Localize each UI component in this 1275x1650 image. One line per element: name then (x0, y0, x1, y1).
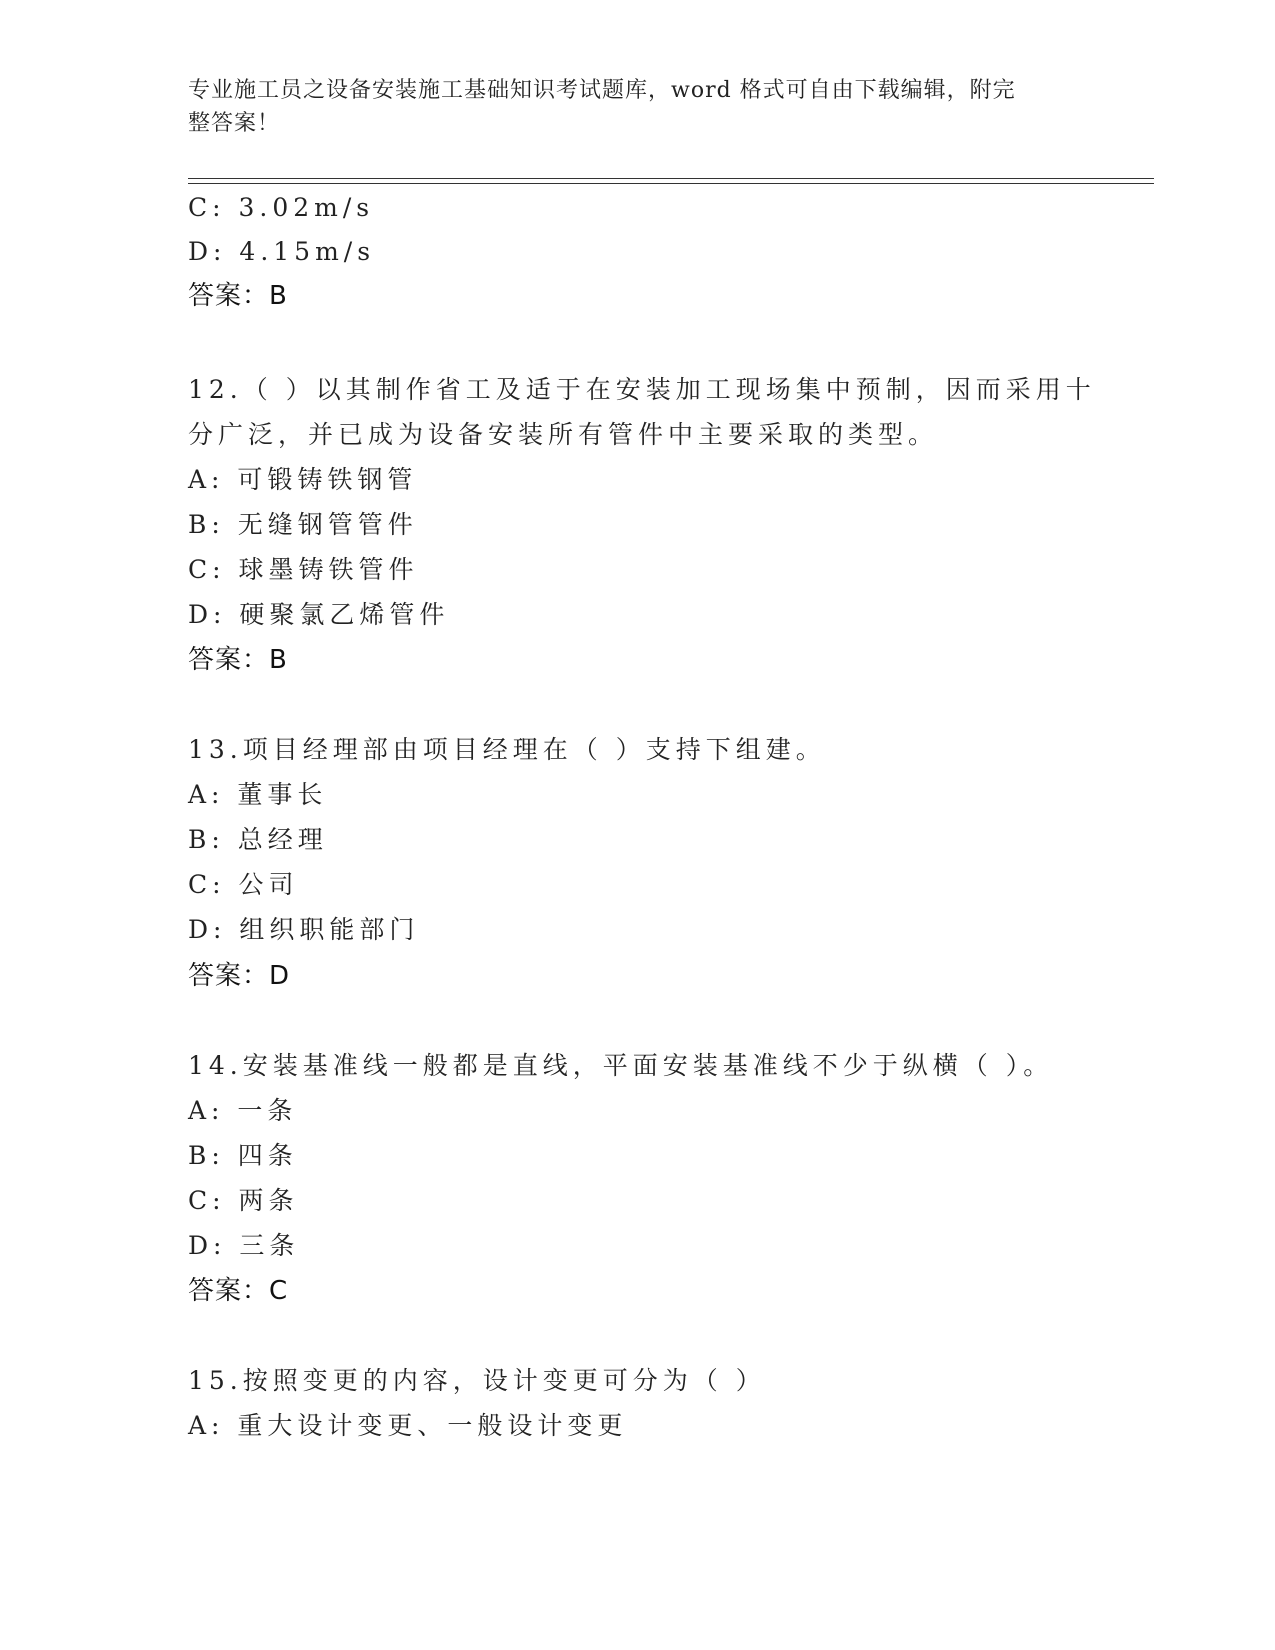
q14-option-c: C: 两条 (188, 1186, 299, 1215)
q11-answer: 答案：B (188, 281, 288, 311)
q12-stem-line-2: 分广泛，并已成为设备安装所有管件中主要采取的类型。 (188, 420, 939, 449)
q13-option-a: A: 董事长 (188, 780, 328, 809)
q13-option-c: C: 公司 (188, 870, 299, 899)
document-header (188, 74, 1068, 140)
q12-option-a: A: 可锻铸铁钢管 (188, 465, 418, 494)
q12-option-c: C: 球墨铸铁管件 (188, 555, 419, 584)
q12-option-d: D: 硬聚氯乙烯管件 (188, 600, 450, 629)
q14-answer: 答案：C (188, 1276, 289, 1306)
header-divider-top (188, 178, 1154, 179)
q11-option-d: D: 4.15m/s (188, 237, 376, 266)
q15-stem: 15.按照变更的内容，设计变更可分为（ ） (188, 1366, 766, 1395)
q13-option-b: B: 总经理 (188, 825, 328, 854)
header-divider-bottom (188, 183, 1154, 184)
q12-option-b: B: 无缝钢管管件 (188, 510, 418, 539)
header-line-1: 专业施工员之设备安装施工基础知识考试题库，word 格式可自由下载编辑，附完 (188, 78, 1016, 103)
header-line-2: 整答案！ (188, 111, 281, 136)
q14-option-a: A: 一条 (188, 1096, 298, 1125)
q14-stem: 14.安装基准线一般都是直线，平面安装基准线不少于纵横（ ）。 (188, 1051, 1054, 1080)
q15-option-a: A: 重大设计变更、一般设计变更 (188, 1411, 628, 1440)
q14-option-d: D: 三条 (188, 1231, 300, 1260)
q11-option-c: C: 3.02m/s (188, 193, 375, 222)
q12-stem-line-1: 12.（ ）以其制作省工及适于在安装加工现场集中预制，因而采用十 (188, 375, 1096, 404)
q14-option-b: B: 四条 (188, 1141, 298, 1170)
q12-answer: 答案：B (188, 645, 288, 675)
q13-option-d: D: 组织职能部门 (188, 915, 420, 944)
q13-answer: 答案：D (188, 961, 291, 991)
q13-stem: 13.项目经理部由项目经理在（ ）支持下组建。 (188, 735, 826, 764)
